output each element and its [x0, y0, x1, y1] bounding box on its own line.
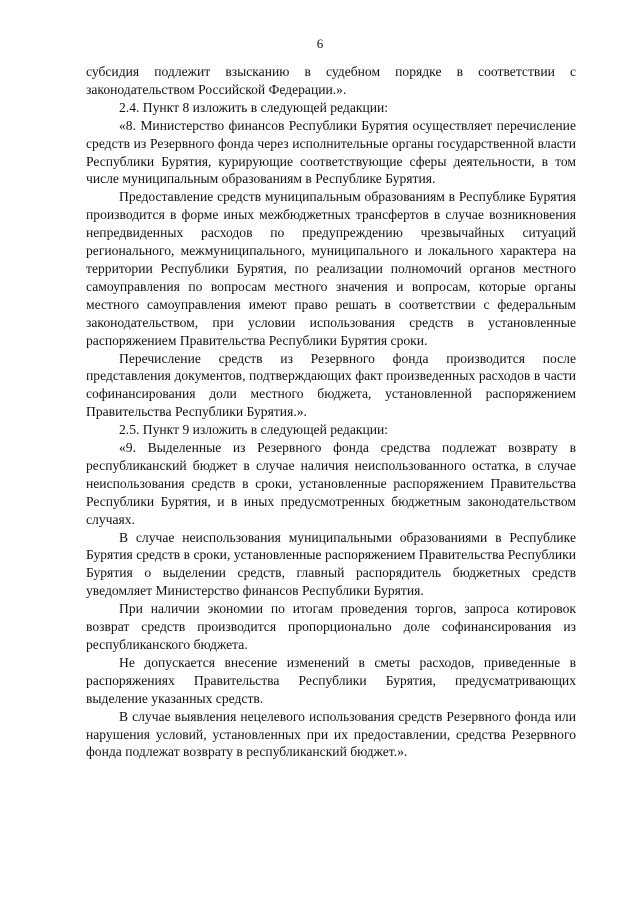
paragraph-municipal-transfers: Предоставление средств муниципальным образованиям в Республике Бурятия производится в форме иных межбюджетных трансфертов в случае возникновения непредвиденных расходов по предупреждению чрезвычайных ситуаций регионального, межмуниципального, муниципального и локального характера на территории Республики Бурятия, по реализации полномочий органов местного самоуправления по вопросам местного значения и вопросам, которые органы местного самоуправления имеют право решать в соответствии с федеральным законодательством, при условии использования средств в установленные распоряжением Правительства Республики Бурятия сроки. [86, 189, 576, 348]
paragraph-continuation: субсидия подлежит взысканию в судебном порядке в соответствии с законодательством Российской Федерации.». [86, 64, 576, 97]
paragraph-item-2-4: 2.4. Пункт 8 изложить в следующей редакции: [119, 99, 389, 115]
paragraph-transfer-conditions: Перечисление средств из Резервного фонда производится после представления документов, подтверждающих факт произведенных расходов в части софинансирования доли местного бюджета, установленной распоряжением Правительства Республики Бурятия.». [86, 350, 576, 420]
paragraph-estimate-changes: Не допускается внесение изменений в сметы расходов, приведенные в распоряжениях Правительства Республики Бурятия, предусматривающих выделение указанных средств. [86, 654, 576, 706]
paragraph-municipal-non-use: В случае неиспользования муниципальными образованиями в Республике Бурятия средств в сроки, установленные распоряжением Правительства Республики Бурятия о выделении средств, главный распорядитель бюджетных средств уведомляет Министерство финансов Республики Бурятия. [86, 529, 576, 599]
paragraph-point-8: «8. Министерство финансов Республики Бурятия осуществляет перечисление средств из Резервного фонда через исполнительные органы государственной власти Республики Бурятия, курирующие соответствующие сферы деятельности, в том числе муниципальным образованиям в Республике Бурятия. [86, 117, 576, 187]
paragraph-point-9: «9. Выделенные из Резервного фонда средства подлежат возврату в республиканский бюджет в случае наличия неиспользованного остатка, в случае неиспользования средств в сроки, установленные распоряжением Правительства Республики Бурятия, и в иных предусмотренных бюджетным законодательством случаях. [86, 440, 576, 527]
paragraph-economy: При наличии экономии по итогам проведения торгов, запроса котировок возврат средств производится пропорционально доле софинансирования из республиканского бюджета. [86, 601, 576, 652]
paragraph-misuse: В случае выявления нецелевого использования средств Резервного фонда или нарушения условий, установленных при их предоставлении, средства Резервного фонда подлежат возврату в республиканский бюджет.». [86, 708, 576, 760]
page-number: 6 [316, 36, 324, 51]
paragraph-item-2-5: 2.5. Пункт 9 изложить в следующей редакции: [119, 422, 389, 438]
document-body [86, 63, 576, 761]
